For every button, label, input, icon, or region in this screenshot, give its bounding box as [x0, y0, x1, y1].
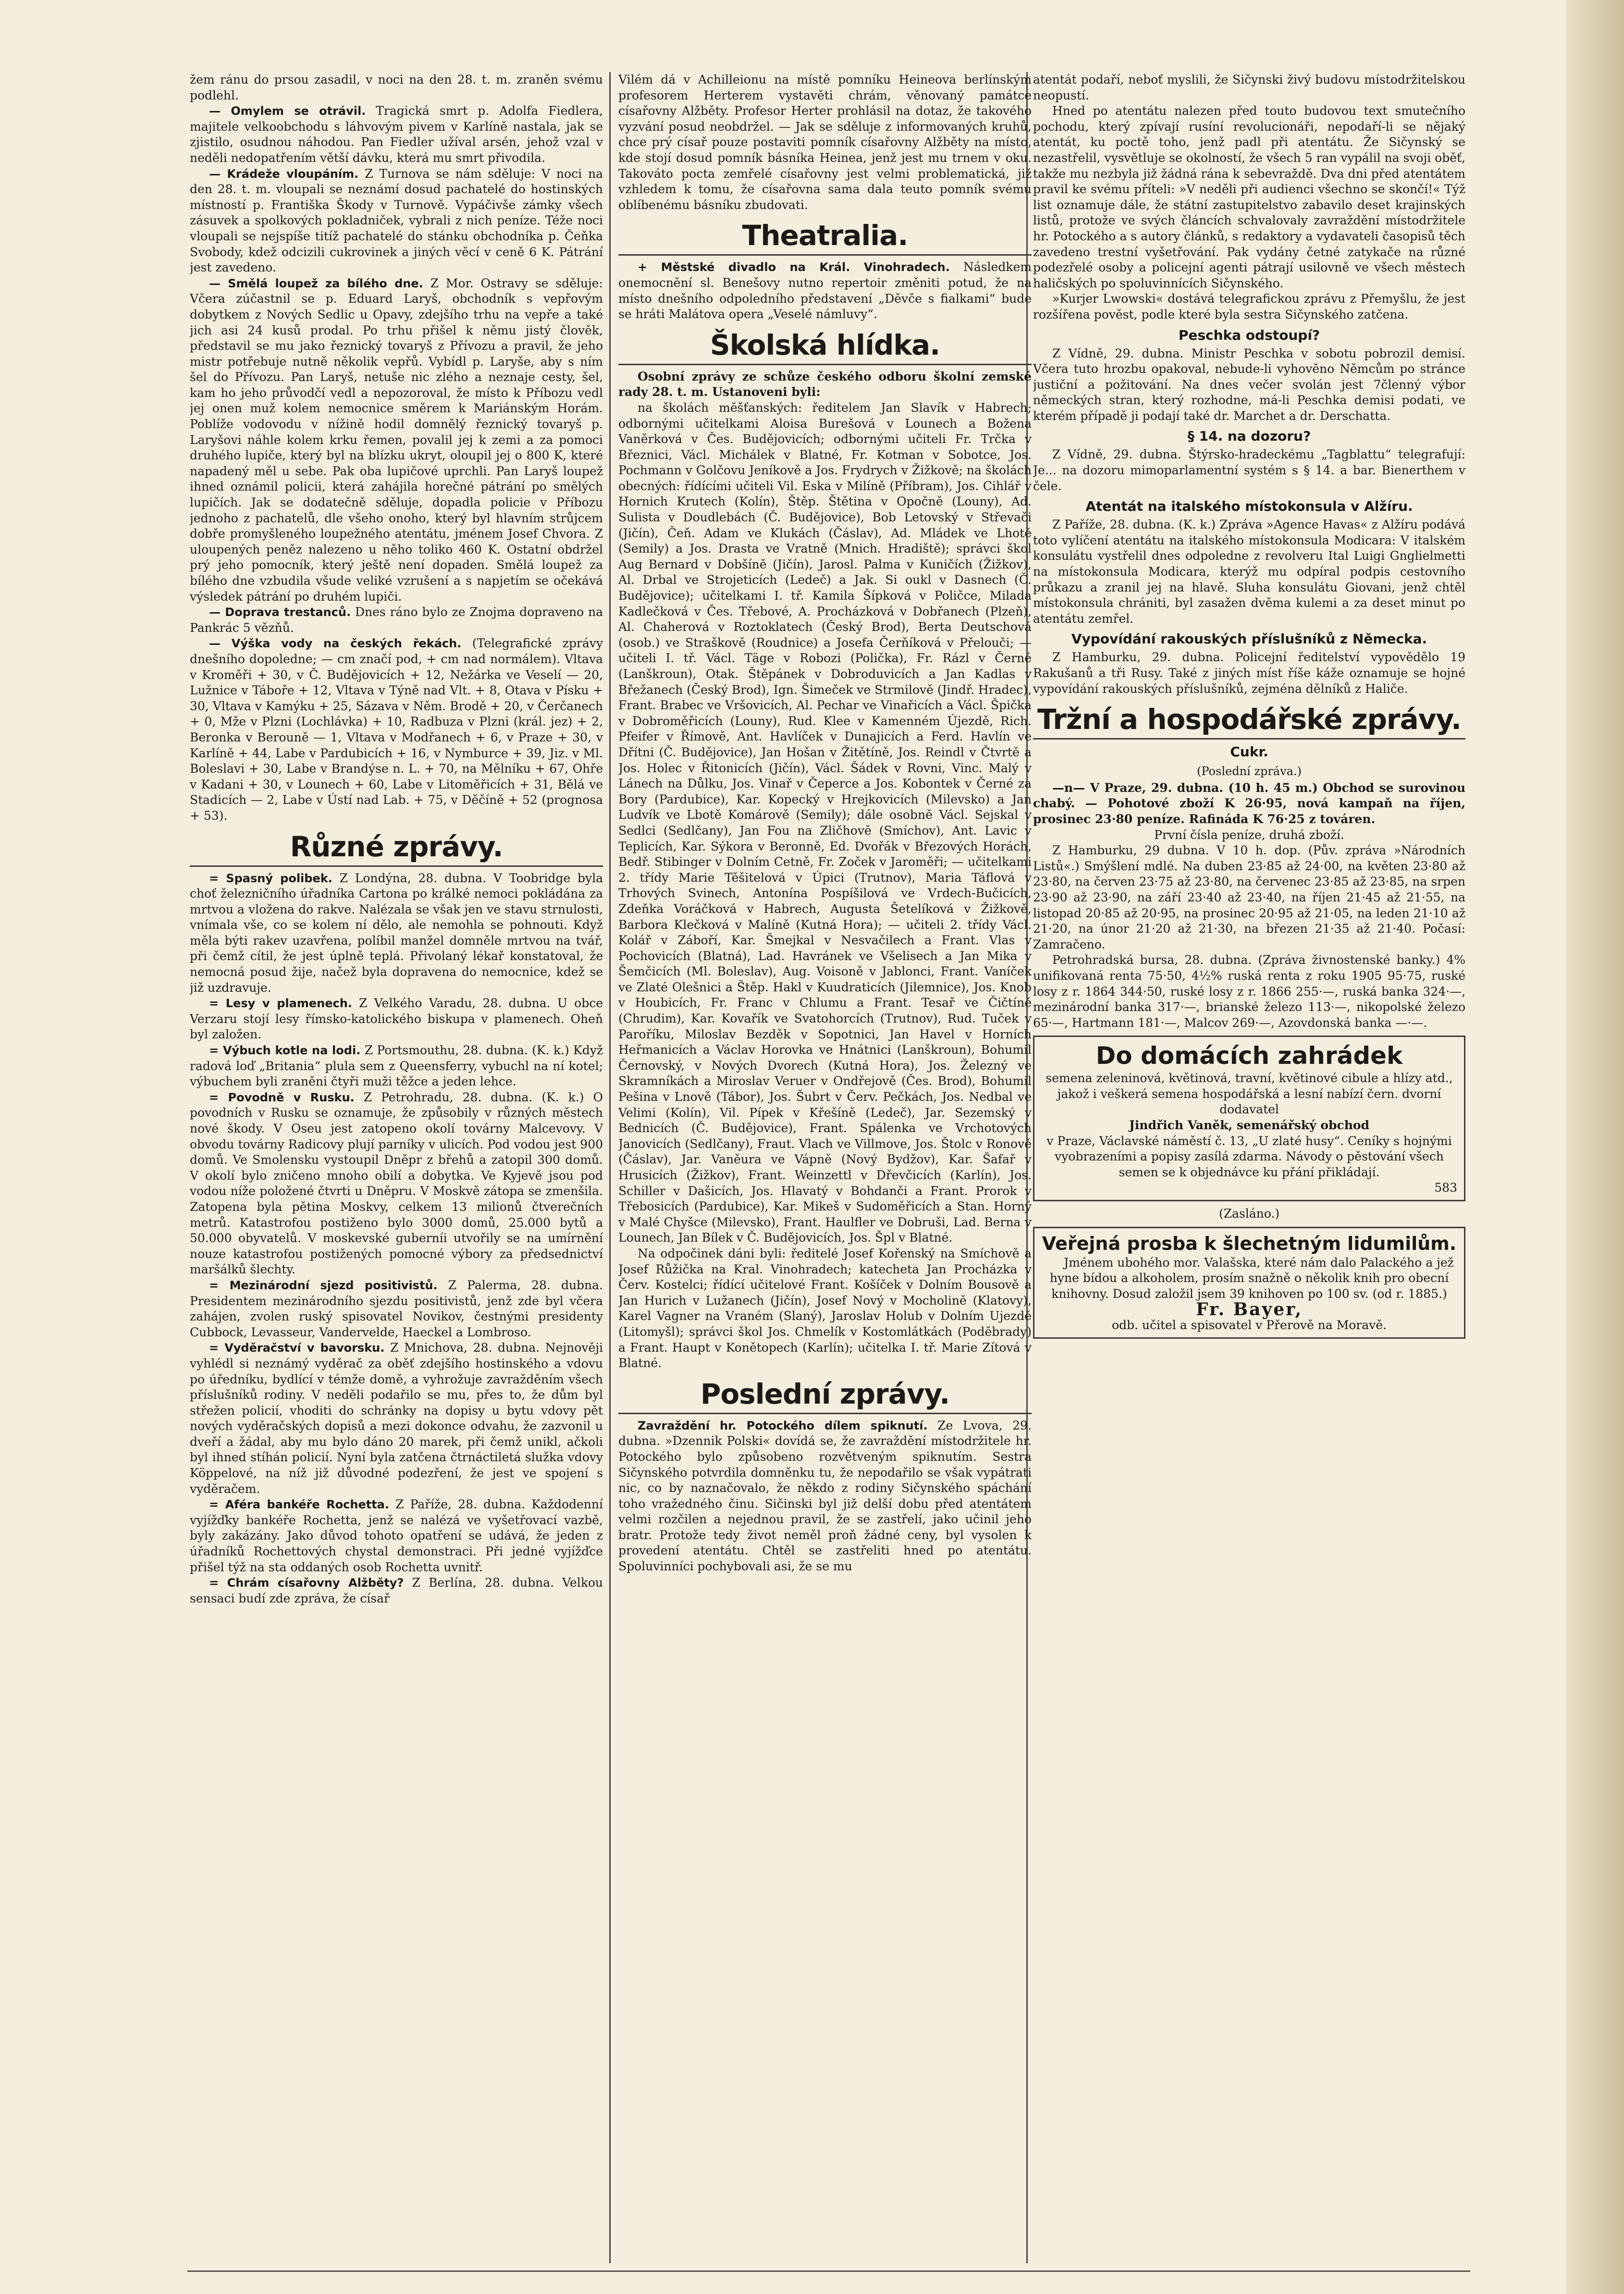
article-lesy: = Lesy v plamenech. Z Velkého Varadu, 28. dubna. U obce Verzaru stojí lesy římsko-katolického biskupa v plamenech. Oheň byl založen. [190, 996, 603, 1042]
article-herter: Vilém dá v Achilleionu na místě pomníku Heineova berlínským profesorem Herterem vystavěti chrám, věnovaný památce císařovny Alžběty. Profesor Herter prohlásil na dotaz, že takového vyzvání posud neobdržel. — Jak se sděluje z informovaných kruhů, chce prý císař pouze postaviti pomník císařovny Alžběty na místo, kde stojí dosud pomník básníka Heinea, jenž jest mu trnem v oku. Takováto pocta zemřelé císařovny jest velmi problematická, již vzhledem k tomu, že císařovna sama dala teuto pomník svému oblíbenému básníku zbudovati. [618, 73, 1032, 212]
page-binding-edge [1566, 0, 1624, 2294]
column-rule-left [609, 72, 611, 2263]
subheading-peschka: Peschka odstoupí? [1178, 327, 1320, 343]
article-polibek: = Spasný polibek. Z Londýna, 28. dubna. V Toobridge byla choť železničního úřadníka Cartona po králké nemoci pokládána za mrtvou a vložena do rakve. Nalézala se však jen ve stavu strnulosti, vnímala vše, co se kolem ní dělo, ale nemohla se pohnouti. Když měla býti rakev uzavřena, políbil manžel domněle mrtvou na tvář, při čemž cítil, že jest úplně teplá. Přivolaný lékař konstatoval, že nemocná posud žije, načež byla dopravena do nemocnice, kdež se již uzdravuje. [190, 871, 603, 995]
article-konsul: Z Paříže, 28. dubna. (K. k.) Zpráva »Agence Havas« z Alžíru podává toto vylíčení atentátu na italského místokonsula Modicara: V italském konsulátu vystřelil dnes odpoledne z revolveru Ital Luigi Gnglielmetti na místokonsula Modicara, kterýž mu odpíral podpis cestovního průkazu a zranil jej na hlavě. Sluha konsulátu Giovani, jenž chtěl místokonsula chrániti, byl zasažen dvěma kulemi a za deset minut po atentátu zemřel. [1033, 518, 1465, 626]
ad-prosba [1033, 1227, 1465, 1339]
ad-zahradky-address: v Praze, Václavské náměstí č. 13, „U zlaté husy“. Ceníky s hojnými vyobrazeními a popisy zasílá zdarma. Návody o pěstování všech semen se k objednávce ku přání přikládají. [1046, 1134, 1452, 1179]
section-heading-theatralia: Theatralia. [618, 219, 1032, 256]
ad-prosba-text: Jménem ubohého mor. Valašska, které nám dalo Palackého a jež hyne bídou a alkoholem, prosím snažně o několik knih pro obecní knihovny. Dosud založil jsem 39 knihoven po 100 sv. (od r. 1885.) [1049, 1255, 1454, 1301]
note-prvni-cisla: První čísla peníze, druhá zboží. [1154, 827, 1344, 842]
article-paragraf-14: Z Vídně, 29. dubna. Štýrsko-hradeckému „Tagblattu“ telegrafují: Je... na dozoru mimoparlamentní systém s § 14. a bar. Bienerthem v čele. [1033, 447, 1465, 493]
article-vyska-vody: — Výška vody na českých řekách. (Telegrafické zprávy dnešního dopoledne; — cm značí pod, + cm nad normálem). Vltava v Kroměři + 30, v Č. Budějovicích + 12, Nežárka ve Veselí — 20, Lužnice v Táboře + 12, Vltava v Týně nad Vlt. + 8, Otava v Písku + 30, Vltava v Kamýku + 25, Sázava v Něm. Brodě + 20, v Čerčanech + 0, Mže v Plzni (Lochlávka) + 10, Radbuza v Plzni (král. jez) + 2, Beronka v Berouně — 1, Vltava v Modřanech + 6, v Praze + 30, v Karlíně + 44, Labe v Pardubicích + 16, v Nymburce + 39, Jiz. v Ml. Boleslavi + 30, Labe v Brandýse n. L. + 70, na Mělníku + 67, Ohře v Kadani + 30, v Lounech + 60, Labe v Litoměřicích + 31, Bělá ve Stadicích — 2, Labe v Ústí nad Lab. + 75, v Děčíně + 52 (prognosa + 53). [190, 636, 603, 823]
article-continued: žem ránu do prsou zasadil, v noci na den 28. t. m. zraněn svému podlehl. [190, 73, 603, 102]
article-atentat-cont: atentát podaří, neboť myslili, že Sičynski živý budovu místodržitelskou neopustí. [1033, 73, 1465, 102]
article-hned: Hned po atentátu nalezen před touto budovou text smutečního pochodu, který zpívají rusíní revolucionáři, nepodaří-li se nějaký atentát, ku poctě toho, jenž padl při atentátu. Že Sičynský se nezastřelil, vysvětluje se okolností, že všech 5 ran vypálil na svoji oběť, takže mu nezbyla již žádná rána k sebevraždě. Dva dni před atentátem pravil ke svému příteli: »V neděli při audienci všechno se skončí!« Týž list oznamuje dále, že státní zastupitelstvo zabavilo deset krajinských listů, protože ve svých článcích schvalovaly zavraždění místodržitele hr. Potockého a s autory článků, s redaktory a vydavateli časopisů těch zavedeno trestní vyšetřování. Pak vydány četné zatykače na různé podezřelé osoby a policejní agenti pátrají usilovně ve všech městech haličských po spoluvinnících Sičynského. [1033, 104, 1465, 290]
article-afera: = Aféra bankéře Rochetta. Z Paříže, 28. dubna. Každodenní vyjížďky bankéře Rochetta, jenž se nalézá ve vyšetřovací vazbě, byly zakázány. Jako důvod tohoto opatření se udává, že jeden z úřadníků Rochettových chystal demonstraci. Při jedné vyjížďce přišel týž na sta oddaných osob Rochetta uvnitř. [190, 1497, 603, 1574]
article-hamburk-cukr: Z Hamburku, 29 dubna. V 10 h. dop. (Pův. zpráva »Národních Listů«.) Smýšlení mdlé. Na duben 23·85 až 24·00, na květen 23·80 až 23·80, na červen 23·75 až 23·80, na červenec 23·85 až 23·85, na srpen 23·90 až 23·90, na září 23·40 až 23·40, na říjen 21·45 až 21·55, na listopad 20·85 až 20·95, na prosinec 20·95 až 21·05, na leden 21·10 až 21·20, na únor 21·20 až 21·30, na březen 21·35 až 21·40. Počasí: Zamračeno. [1033, 843, 1465, 951]
article-petrohrad-bursa: Petrohradská bursa, 28. dubna. (Zpráva živnostenské banky.) 4% unifikovaná renta 75·50, 4½% ruská renta z roku 1905 95·75, ruské losy z r. 1864 344·50, ruské losy z r. 1866 255·—, ruská banka 324·—, mezinárodní banka 317·—, brianské železo 113·—, nikopolské železo 65·—, Hartmann 181·—, Malcov 269·—, Azovdonská banka —·—. [1033, 953, 1465, 1030]
article-praha-cukr: —n— V Praze, 29. dubna. (10 h. 45 m.) Obchod se surovinou chabý. — Pohotové zboží K 26·95, nová kampaň na říjen, prosinec 23·80 peníze. Rafináda K 76·25 z továren. [1033, 780, 1465, 826]
article-kurjer: »Kurjer Lwowski« dostává telegrafickou zprávu z Přemyšlu, že jest rozšířena pověst, podle které byla sestra Sičynského zatčena. [1033, 292, 1465, 321]
subheading-atentat-konsul: Atentát na italského místokonsula v Alžíru. [1085, 498, 1413, 515]
ad-zahradky-number: 583 [1434, 1181, 1457, 1195]
article-vypovidani: Z Hamburku, 29. dubna. Policejní ředitelství vypovědělo 19 Rakušanů a tři Rusy. Také z jiných míst říše káže oznamuje se hojné vypovídání rakouských příslušníků, zejména dělníků z Haliče. [1033, 650, 1465, 696]
article-divadlo: + Městské divadlo na Král. Vinohradech. Následkem onemocnění sl. Benešovy nutno repertoir změniti potud, že na místo dnešního odpoledního představení „Děvče s fialkami“ bude se hráti Malátova opera „Veselé námluvy“. [618, 260, 1032, 321]
article-vloupani: — Krádeže vloupáním. Z Turnova se nám sděluje: V noci na den 28. t. m. vloupali se neznámí dosud pachatelé do hostinských místností p. Františka Škody v Turnově. Vypáčivše zámky všech zásuvek a spolkových pokladniček, vybrali z nich peníze. Téže noci vloupali se nejspíše titíž pachatelé do stánku obchodníka p. Čeňka Svobody, kdež odcizili cukrovinek a jiných věcí v ceně 6 K. Pátrání jest zavedeno. [190, 166, 603, 275]
section-heading-posledni: Poslední zprávy. [618, 1377, 1032, 1414]
column-2 [618, 72, 1032, 2263]
section-heading-trzni: Tržní a hospodářské zprávy. [1033, 703, 1465, 740]
column-1 [190, 72, 603, 2263]
subheading-vypovidani: Vypovídání rakouských příslušníků z Německa. [1071, 631, 1427, 647]
article-otravil: — Omylem se otrávil. Tragická smrt p. Adolfa Fiedlera, majitele velkoobchodu s láhvovým pivem v Karlíně nastala, jak se zjistilo, osudnou náhodou. Pan Fiedler užíval arsén, jehož vzal v neděli nedopatřením větší dávku, která mu smrt přivodila. [190, 104, 603, 165]
article-povodne: = Povodně v Rusku. Z Petrohradu, 28. dubna. (K. k.) O povodních v Rusku se oznamuje, že způsobily v různých městech nové škody. V Oseu jest zatopeno okolí továrny Malcevovy. V obvodu továrny Radicovy plují parníky v ulicích. Pod vodou jest 900 domů. Ve Smolensku vystoupil Dněpr z břehů a zatopil 300 domů. V okolí bylo zničeno mnoho obilí a dobytka. Ve Kyjevě jsou pod vodou níže položené čtvrti u Dněpru. V Moskvě zátopa se zmenšila. Zatopena byla pětina Moskvy, celkem 13 milionů čtverečních metrů. Katastrofou postiženo bylo 3000 domů, 25.000 bytů a 50.000 obyvatelů. V moskevské guberníi utvořily se na umírnění nouze katastrofou postižených pomocné výbory za předsednictví maršálků šlechty. [190, 1090, 603, 1277]
article-sjezd: = Mezinárodní sjezd positivistů. Z Palerma, 28. dubna. Presidentem mezinárodního sjezdu positivistů, jenž zde byl včera zahájen, zvolen ruský spisovatel Novikov, čestnými presidenty Cubbock, Levasseur, Vandervelde, Haeckel a Lombroso. [190, 1278, 603, 1339]
subheading-posledni-zprava: (Poslední zpráva.) [1197, 765, 1302, 778]
ad-prosba-name: Fr. Bayer, [1195, 1299, 1303, 1320]
article-vybuch: = Výbuch kotle na lodi. Z Portsmouthu, 28. dubna. (K. k.) Když radová loď „Britania“ plula sem z Queensferry, vybuchl na ní kotel; výbuchem byli zraněni čtyři muži těžce a jeden lehce. [190, 1043, 603, 1089]
article-chram: = Chrám císařovny Alžběty? Z Berlína, 28. dubna. Velkou sensaci budí zde zpráva, že císař [190, 1576, 603, 1605]
section-heading-skolska: Školská hlídka. [618, 328, 1032, 365]
subheading-paragraf-14: § 14. na dozoru? [1187, 428, 1311, 444]
article-osobni: Osobní zprávy ze schůze českého odboru školní zemské rady 28. t. m. Ustanoveni byli: [618, 369, 1032, 399]
article-jmenovani: na školách měšťanských: ředitelem Jan Slavík v Habrech; odbornými učitelkami Aloisa Burešová v Lounech a Božena Vaněrková v Čes. Budějovicích; odbornými učiteli Fr. Trčka v Březnici, Václ. Michálek v Blatné, Fr. Kotman v Sobotce, Jos. Pochmann v Golčovu Jeníkově a Jos. Frydrych v Žižkově; na školách obecných: řídícími učiteli Vil. Eska v Milíně (Příbram), Jos. Cihlář v Hornich Krutech (Kolín), Štěp. Štětina v Opočně (Louny), Ad. Sulista v Doudlebách (Č. Budějovice), Bob Letovský v Střevači (Jičín), Čeň. Adam ve Klukách (Čáslav), Ad. Mládek ve Lhotě (Semily) a Jos. Drasta ve Vratně (Mnich. Hradiště); správci škol Aug Bernard v Dobšíně (Jičín), Jarosl. Palma v Kuničích (Žižkov), Al. Drbal ve Strojeticích (Ledeč) a Jak. Si oukl v Dasnech (Č. Budějovice); učitelkami I. tř. Kamila Šípková v Poličce, Milada Kadlečková v Čes. Třebové, A. Procházková v Dobřanech (Plzeň), Al. Chaherová v Roztoklatech (Český Brod), Berta Deutschová (osob.) ve Straškově (Roudnice) a Josefa Čerňíková v Přelouči; — učiteli I. tř. Václ. Täge v Robozi (Polička), Fr. Rázl v Černé (Lanškroun), Otak. Štěpánek v Dobroduvicích a Jan Kadlas v Břežanech (Český Brod), Ign. Šimeček ve Strmilově (Jindř. Hradec), Frant. Brabec ve Vršovicích, Al. Pechar ve Vinařicích a Václ. Špička v Dobroměřicích (Louny), Rud. Klee v Kamenném Újezdě, Rich. Pfeifer v Římově, Ant. Havlíček v Dunajicích a Ferd. Havlín ve Dřítni (Č. Budějovice), Jan Hošan v Žitětíně, Jos. Reindl v Čtvrtě a Jos. Holec v Řitonicích (Jičín), Václ. Šádek v Rovni, Vinc. Malý v Lánech na Důlku, Jos. Vinař v Čeperce a Jos. Kobontek v Černé za Bory (Pardubice), Kar. Kopecký v Hrejkovicích (Milevsko) a Jan Ludvík ve Lbotě Komárově (Semily); dále osobně Václ. Sejskal v Sedlci (Sedlčany), Jan Fou na Zličhově (Smíchov), Ant. Lavic v Teplicích, Kar. Sýkora v Beronně, Ed. Dvořák v Březových Horách, Bedř. Stibinger v Dolním Cetně, Fr. Zoček v Jaroměři; — učitelkami 2. třídy Marie Těšitelová v Úpici (Trutnov), Maria Táflová v Trhových Svinech, Antonína Pospíšilová ve Vrdech-Bučicích, Zdeňka Voráčková v Habrech, Augusta Šetelíková v Žižkově, Barbora Klečková v Malíně (Kutná Hora); — učiteli 2. třídy Václ. Kolář v Záboří, Kar. Šmejkal v Nesvačilech a Frant. Vlas v Pochovicích (Blatná), Lad. Havránek ve Všelisech a Jan Mika v Šemčicích (Ml. Boleslav), Aug. Voisoně v Jablonci, Frant. Vaníček ve Zlaté Olešnici a Štěp. Hakl v Kuudraticích (Jilemnice), Jos. Knob v Houbicích, Fr. Franc v Chlumu a Frant. Tesař ve Čičtíně (Chrudim), Kar. Kovařík ve Svatohorcích (Trutnov), Rud. Tuček v Paroříku, Miloslav Bezděk v Sopotnici, Jan Havel v Horních Heřmanicích a Václav Horovka ve Hnátnici (Lanškroun), Bohumil Černovský, v Nových Dvorech (Kutná Hora), Jos. Železný ve Skramníkách a Miroslav Veruer v Ondřejově (Čes. Brod), Bohumil Pešina v Lnově (Tábor), Jos. Šubrt v Červ. Pečkách, Jos. Nedbal ve Velimi (Kolín), Vil. Pípek v Křešíně (Ledeč), Jar. Sezemský v Bednicích (Č. Budějovice), Frant. Spálenka ve Vrchotových Janovicích (Sedlčany), Fraut. Vlach ve Villmove, Jos. Štolc v Ronově (Čáslav), Jar. Vaněura ve Vápně (Nový Bydžov), Kar. Šafař v Hrusicích (Žižkov), Frant. Weinzettl v Dřevčicích (Karlín), Jos. Schiller v Dašicích, Jos. Hlavatý v Bohdanči a Frant. Prorok v Třebosicích (Pardubice), Kar. Mikeš v Sudoměřicích a Stan. Horný v Malé Chyšce (Milevsko), Frant. Haulfler ve Dobruši, Lad. Berna v Lounech, Jan Bílek v Č. Budějovicích, Jos. Špl v Blatné. [618, 400, 1032, 1245]
article-vyderacstvi: = Vyděračství v bavorsku. Z Mnichova, 28. dubna. Nejnověji vyhlédl si neznámý vyděrač za oběť zdejšího hostinského a vdovu po úředníku, bydlící v témže domě, a vyhrožuje zavražděním všech příslušníků rodiny. V neděli podařilo se mu, přes to, že dům byl střežen policií, vhoditi do schránky na dopisy u bytu vdovy pět nových vyděračských dopisů a mezi dokonce odvahu, že zazvonil u dveří a žádal, aby mu bylo dáno 20 marek, při čemž unikl, ačkoli byl ihned stíhán policií. Nyní byla zatčena čtrnáctiletá služka vdovy Köppelové, na níž již důvodné podezření, že jest ve spojení s vyděračem. [190, 1341, 603, 1496]
zaslano-label: (Zasláno.) [1218, 1207, 1280, 1221]
subheading-cukr: Cukr. [1230, 744, 1268, 760]
ad-zahradky-text: semena zeleninová, květinová, travní, květinové cibule a hlízy atd., jakož i veškerá semena hospodářská a lesní nabízí čern. dvorní dodavatel [1046, 1071, 1453, 1117]
article-doprava: — Doprava trestanců. Dnes ráno bylo ze Znojma dopraveno na Pankrác 5 vězňů. [190, 605, 603, 635]
ad-zahradky [1033, 1036, 1465, 1201]
article-odpocinek: Na odpočinek dáni byli: ředitelé Josef Kořenský na Smíchově a Josef Růžička na Kral. Vinohradech; katecheta Jan Procházka v Červ. Kostelci; řídící učitelové Frant. Košíček v Dolním Bousově a Jan Hurich v Lužanech (Jičín), Josef Nový v Mocholině (Klatovy), Karel Vagner na Vraném (Slaný), Jaroslav Holub v Dolním Ujezdě (Litomyšl); správci škol Jos. Chmelík v Kostomlátkách (Poděbrady) a Frant. Haupt v Konětopech (Karlín); učitelka I. tř. Marie Zítová v Blatné. [618, 1246, 1032, 1370]
article-zavrazdeni: Zavraždění hr. Potockého dílem spiknutí. Ze Lvova, 29. dubna. »Dzennik Polski« dovídá se, že zavraždění místodržitele hr. Potockého bylo způsobeno rozvětveným spiknutím. Sestra Sičynského potvrdila domněnku tu, že nepodařilo se však vypátrati nic, co by naznačovalo, že někdo z rodiny Sičynského spáchání toho vražedného činu. Sičinski byl již delší dobu před atentátem velmi rozčilen a nejednou pravil, že se zastřelí, jako učinil jeho bratr. Protože tedy život neměl proň žádné ceny, byl vysolen k provedení atentátu. Chtěl se zastřeliti hned po atentátu. Spoluvinníci pochybovali asi, že se mu [618, 1418, 1032, 1574]
ad-prosba-title: Veřejná prosba k šlechetným lidumilům. [1042, 1233, 1457, 1254]
section-heading-ruzne: Různé zprávy. [190, 830, 603, 867]
bottom-rule [187, 2270, 1470, 2272]
ad-zahradky-name: Jindřich Vaněk, semenářský obchod [1129, 1118, 1370, 1133]
article-peschka: Z Vídně, 29. dubna. Ministr Peschka v sobotu pobrozil demisí. Včera tuto hrozbu opakoval, nebude-li vyhověno Němcům po stránce justiční a požitování. Na dnes večer svolán jest 7členný výbor německých stran, který rozhodne, má-li Peschka demisi podati, ve kterém případě ji podají také dr. Marchet a dr. Derschatta. [1033, 346, 1465, 423]
ad-zahradky-title: Do domácích zahrádek [1095, 1042, 1403, 1070]
ad-prosba-signature: odb. učitel a spisovatel v Přerově na Moravě. [1111, 1318, 1387, 1332]
column-3 [1033, 72, 1465, 2263]
article-loupez: — Smělá loupež za bílého dne. Z Mor. Ostravy se sděluje: Včera zúčastnil se p. Eduard Laryš, obchodník s vepřovým dobytkem z Nových Sedlic u Opavy, zdejšího trhu na vepře a také jich asi 24 kusů prodal. Po trhu přišel k němu jistý člověk, představil se mu jako řeznický tovaryš z Přívozu a pravil, že jeho mistr potřebuje nutně několik vepřů. Vybídl p. Laryše, aby s ním šel do Přívozu. Pan Laryš, netuše nic zlého a neznaje cesty, šel, kam ho jeho průvodčí vedl a nepozoroval, že místo k Příbozu vedl jej onen muž kolem nemocnice směrem k Mariánským Horám. Poblíže vodovodu v nížině hodil domnělý řeznický tovaryš p. Laryšovi náhle kolem krku řemen, povalil jej k zemi a za pomoci druhého lupiče, který byl na blízku ukryt, oloupil jej o 800 K, které napadený měl u sebe. Pak oba lupičové uprchli. Pan Laryš loupež ihned oznámil policii, která zahájila horečné pátrání po smělých lupičích. Jak se dodatečně sděluje, dopadla policie v Příbozu jednoho z pachatelů, dle všeho onoho, který byl hlavním strůjcem dobře promyšleného loupežného atentátu, jménem Josef Chvora. Z uloupených peněz nalezeno u něho toliko 460 K. Ostatní obdržel prý jeho pomocník, který ještě není dopaden. Smělá loupež za bílého dne vzbudila všude veliké vzrušení a s napjetím se očekává výsledek pátrání po druhém lupiči. [190, 276, 603, 604]
